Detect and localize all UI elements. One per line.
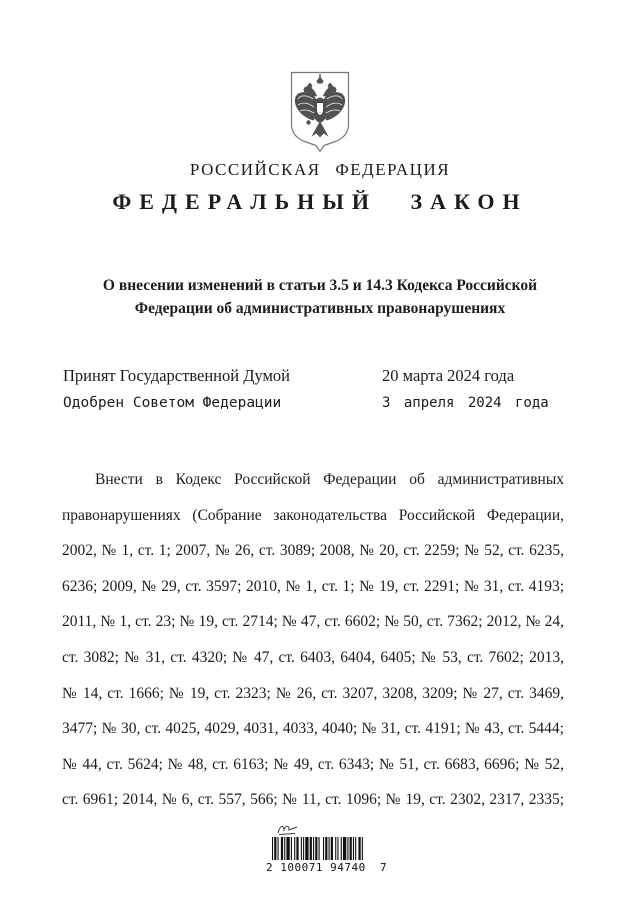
body-line: ст. 3082; № 31, ст. 4320; № 47, ст. 6403, 6404, 6405; № 53, ст. 7602; 2013, <box>62 648 564 666</box>
body-line: ст. 6961; 2014, № 6, ст. 557, 566; № 11, ст. 1096; № 19, ст. 2302, 2317, 2335; <box>62 791 564 809</box>
body-line: правонарушениях (Собрание законодательства Российской Федерации, <box>62 506 564 524</box>
body-line: 2002, № 1, ст. 1; 2007, № 26, ст. 3089; 2008, № 20, ст. 2259; № 52, ст. 6235, <box>62 542 564 560</box>
russian-coat-of-arms-icon <box>287 69 353 155</box>
law-title <box>0 275 640 320</box>
body-line: № 14, ст. 1666; № 19, ст. 2323; № 26, ст. 3207, 3208, 3209; № 27, ст. 3469, <box>62 684 564 702</box>
council-date: 3 апреля 2024 года <box>382 395 549 411</box>
barcode-bars <box>272 837 364 860</box>
body-line: 6236; 2009, № 29, ст. 3597; 2010, № 1, ст. 1; № 19, ст. 2291; № 31, ст. 4193; <box>62 577 564 595</box>
approved-by-council-row <box>63 395 583 411</box>
council-label: Одобрен Советом Федерации <box>63 395 282 411</box>
document-type-heading: ФЕДЕРАЛЬНЫЙ ЗАКОН <box>112 189 528 214</box>
body-line: № 44, ст. 5624; № 48, ст. 6163; № 49, ст. 6343; № 51, ст. 6683, 6696; № 52, <box>62 755 564 773</box>
law-title-line-1: О внесении изменений в статьи 3.5 и 14.3 Кодекса Российской <box>102 277 538 294</box>
barcode-digits: 2 100071 94740 7 <box>266 861 388 874</box>
body-line: Внести в Кодекс Российской Федерации об административных <box>95 471 564 488</box>
law-title-line-2: Федерации об административных правонарушениях <box>134 299 506 317</box>
country-name: РОССИЙСКАЯ ФЕДЕРАЦИЯ <box>189 160 451 179</box>
body-line: 3477; № 30, ст. 4025, 4029, 4031, 4033, 4040; № 31, ст. 4191; № 43, ст. 5444; <box>62 720 564 738</box>
law-body-paragraph <box>62 462 564 818</box>
duma-label: Принят Государственной Думой <box>63 366 291 385</box>
body-line: 2011, № 1, ст. 23; № 19, ст. 2714; № 47, ст. 6602; № 50, ст. 7362; 2012, № 24, <box>62 613 564 631</box>
handwritten-mark-icon <box>276 822 302 837</box>
adopted-by-duma-row <box>63 366 583 386</box>
duma-date: 20 марта 2024 года <box>382 366 515 385</box>
